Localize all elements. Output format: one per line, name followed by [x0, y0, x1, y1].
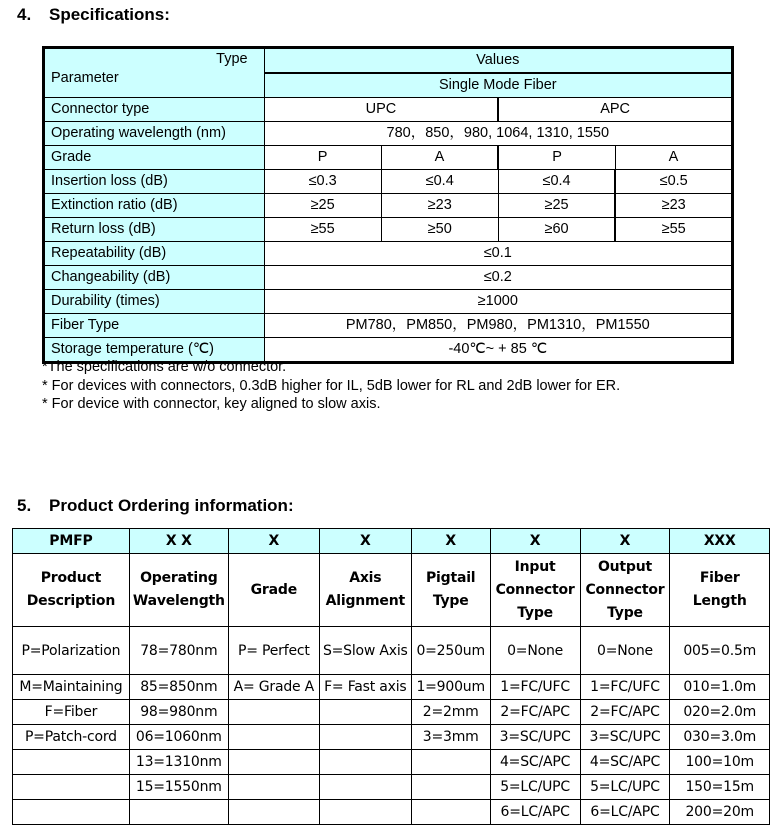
specifications-heading	[17, 5, 170, 25]
code-cell: X	[228, 529, 319, 554]
column-label: Product Description	[13, 554, 130, 627]
table-row	[13, 675, 770, 700]
table-cell: 2=FC/APC	[580, 700, 670, 725]
grade-cell: A	[615, 146, 732, 170]
table-row	[13, 775, 770, 800]
table-cell	[13, 800, 130, 825]
code-cell: X	[319, 529, 411, 554]
table-cell: 005=0.5m	[670, 627, 770, 675]
code-row	[13, 529, 770, 554]
column-label: Grade	[228, 554, 319, 627]
note: *The specifications are w/o connector.	[42, 359, 287, 375]
param-label: Fiber Type	[44, 314, 265, 338]
table-cell: F= Fast axis	[319, 675, 411, 700]
spec-notes	[42, 358, 620, 414]
table-cell	[129, 800, 228, 825]
table-cell	[13, 775, 130, 800]
param-value: PM780，PM850，PM980，PM1310，PM1550	[264, 314, 732, 338]
column-label: Output Connector Type	[580, 554, 670, 627]
section-number: 4.	[17, 5, 32, 24]
table-cell	[228, 725, 319, 750]
table-row	[13, 700, 770, 725]
value-cell: ≥23	[381, 194, 498, 218]
code-cell: XXX	[670, 529, 770, 554]
param-label: Return loss (dB)	[44, 218, 265, 242]
spec-row-fiber-type	[44, 314, 733, 338]
table-cell: 06=1060nm	[129, 725, 228, 750]
spec-row-extinction-ratio	[44, 194, 733, 218]
table-cell: 0=250um	[411, 627, 490, 675]
table-cell: 15=1550nm	[129, 775, 228, 800]
code-cell: PMFP	[13, 529, 130, 554]
code-cell: X X	[129, 529, 228, 554]
section-title: Product Ordering information:	[49, 496, 294, 515]
table-cell: M=Maintaining	[13, 675, 130, 700]
value-cell: ≥55	[615, 218, 732, 242]
value-cell: ≥23	[615, 194, 732, 218]
table-cell: 4=SC/APC	[580, 750, 670, 775]
column-label: Input Connector Type	[490, 554, 580, 627]
param-value: ≥1000	[264, 290, 732, 314]
table-cell: 2=FC/APC	[490, 700, 580, 725]
table-cell: P=Polarization	[13, 627, 130, 675]
section-title: Specifications:	[49, 5, 170, 24]
value-cell: ≤0.4	[381, 170, 498, 194]
table-cell: 6=LC/APC	[490, 800, 580, 825]
value-cell: ≥60	[498, 218, 615, 242]
column-label: Pigtail Type	[411, 554, 490, 627]
table-row	[13, 800, 770, 825]
type-label: Type	[216, 51, 248, 67]
table-cell: 13=1310nm	[129, 750, 228, 775]
table-cell	[411, 800, 490, 825]
value-cell: ≤0.3	[264, 170, 381, 194]
param-label: Storage temperature (℃)	[44, 338, 265, 363]
table-cell	[319, 800, 411, 825]
table-cell	[319, 775, 411, 800]
param-label: Extinction ratio (dB)	[44, 194, 265, 218]
value-cell: ≥25	[498, 194, 615, 218]
table-cell: 200=20m	[670, 800, 770, 825]
values-header: Values	[264, 48, 732, 74]
table-row	[13, 750, 770, 775]
table-cell	[13, 750, 130, 775]
label-row	[13, 554, 770, 627]
param-value: 780，850，980, 1064, 1310, 1550	[264, 122, 732, 146]
table-cell: F=Fiber	[13, 700, 130, 725]
spec-header-row	[44, 48, 733, 74]
spec-row-insertion-loss	[44, 170, 733, 194]
spec-row-durability	[44, 290, 733, 314]
value-cell: ≥55	[264, 218, 381, 242]
table-cell	[228, 775, 319, 800]
spec-row-repeatability	[44, 242, 733, 266]
table-cell: 0=None	[490, 627, 580, 675]
param-label: Changeability (dB)	[44, 266, 265, 290]
param-label: Durability (times)	[44, 290, 265, 314]
table-cell	[319, 700, 411, 725]
table-cell: 150=15m	[670, 775, 770, 800]
table-cell	[228, 700, 319, 725]
table-cell	[319, 750, 411, 775]
param-label: Connector type	[44, 98, 265, 122]
fiber-type-header: Single Mode Fiber	[264, 73, 732, 98]
code-cell: X	[490, 529, 580, 554]
apc-cell: APC	[498, 98, 732, 122]
table-cell: S=Slow Axis	[319, 627, 411, 675]
table-cell: 100=10m	[670, 750, 770, 775]
upc-cell: UPC	[264, 98, 498, 122]
table-row	[13, 627, 770, 675]
param-label: Operating wavelength (nm)	[44, 122, 265, 146]
grade-cell: P	[264, 146, 381, 170]
grade-cell: P	[498, 146, 615, 170]
note: * For device with connector, key aligned to slow axis.	[42, 396, 381, 412]
value-cell: ≤0.5	[615, 170, 732, 194]
table-cell: A= Grade A	[228, 675, 319, 700]
table-cell: 4=SC/APC	[490, 750, 580, 775]
column-label: Operating Wavelength	[129, 554, 228, 627]
table-cell	[411, 750, 490, 775]
grade-cell: A	[381, 146, 498, 170]
code-cell: X	[580, 529, 670, 554]
table-cell: 78=780nm	[129, 627, 228, 675]
spec-row-connector-type	[44, 98, 733, 122]
value-cell: ≥25	[264, 194, 381, 218]
table-cell	[319, 725, 411, 750]
param-label: Repeatability (dB)	[44, 242, 265, 266]
table-cell: 98=980nm	[129, 700, 228, 725]
param-label: Insertion loss (dB)	[44, 170, 265, 194]
param-value: -40℃~ + 85 ℃	[264, 338, 732, 363]
parameter-label: Parameter	[51, 70, 119, 86]
table-cell: 1=FC/UFC	[580, 675, 670, 700]
table-cell: 0=None	[580, 627, 670, 675]
table-cell: 85=850nm	[129, 675, 228, 700]
ordering-heading	[17, 496, 294, 516]
table-cell: 1=900um	[411, 675, 490, 700]
table-cell	[228, 800, 319, 825]
param-value: ≤0.2	[264, 266, 732, 290]
table-cell: P= Perfect	[228, 627, 319, 675]
table-cell: 010=1.0m	[670, 675, 770, 700]
table-cell: 020=2.0m	[670, 700, 770, 725]
param-value: ≤0.1	[264, 242, 732, 266]
table-cell: P=Patch-cord	[13, 725, 130, 750]
spec-row-changeability	[44, 266, 733, 290]
table-cell: 5=LC/UPC	[580, 775, 670, 800]
spec-row-wavelength	[44, 122, 733, 146]
table-cell: 3=3mm	[411, 725, 490, 750]
table-cell: 1=FC/UFC	[490, 675, 580, 700]
note: * For devices with connectors, 0.3dB higher for IL, 5dB lower for RL and 2dB lower for ER.	[42, 377, 621, 394]
column-label: Axis Alignment	[319, 554, 411, 627]
type-parameter-corner-cell	[44, 48, 265, 98]
table-cell	[411, 775, 490, 800]
table-row	[13, 725, 770, 750]
section-number: 5.	[17, 496, 32, 515]
specifications-table	[42, 46, 734, 364]
table-cell: 3=SC/UPC	[490, 725, 580, 750]
value-cell: ≥50	[381, 218, 498, 242]
table-cell	[228, 750, 319, 775]
spec-row-grade	[44, 146, 733, 170]
table-cell: 2=2mm	[411, 700, 490, 725]
table-cell: 6=LC/APC	[580, 800, 670, 825]
table-cell: 3=SC/UPC	[580, 725, 670, 750]
code-cell: X	[411, 529, 490, 554]
spec-row-return-loss	[44, 218, 733, 242]
param-label: Grade	[44, 146, 265, 170]
ordering-table	[12, 528, 770, 825]
table-cell: 030=3.0m	[670, 725, 770, 750]
value-cell: ≤0.4	[498, 170, 615, 194]
table-cell: 5=LC/UPC	[490, 775, 580, 800]
column-label: Fiber Length	[670, 554, 770, 627]
